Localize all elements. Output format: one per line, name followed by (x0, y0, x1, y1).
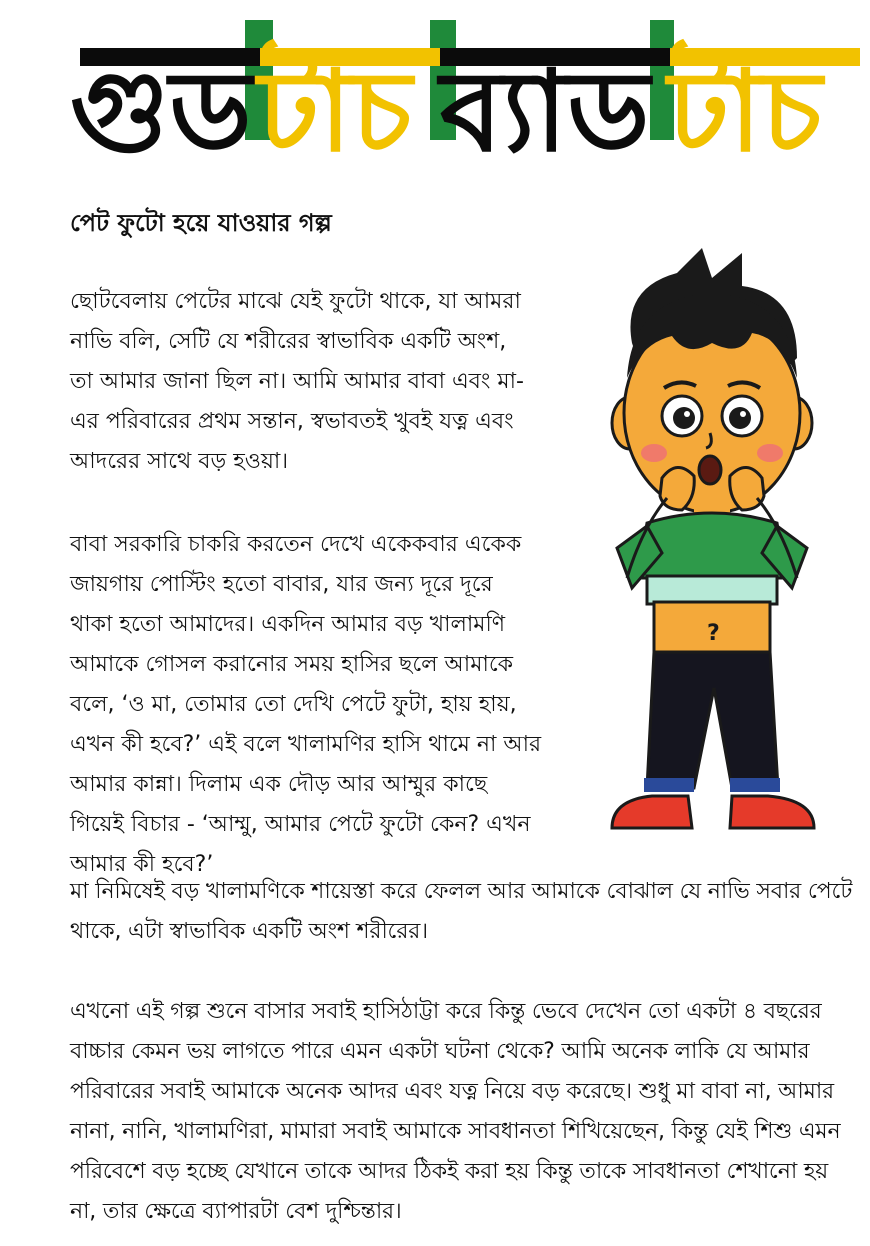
paragraph-3 (70, 872, 853, 952)
paragraph-line: এখন কী হবে?’ এই বলে খালামণির হাসি থামে না আর (70, 732, 542, 757)
story-title: পেট ফুটো হয়ে যাওয়ার গল্প (70, 209, 332, 237)
paragraph-line: বাবা সরকারি চাকরি করতেন দেখে একেকবার একেক (70, 532, 522, 557)
left-hand (660, 467, 694, 510)
logo-graphic (40, 10, 870, 180)
right-shoe (730, 796, 814, 828)
pants (647, 652, 778, 788)
paragraph-line: পরিবারের সবাই আমাকে অনেক আদর এবং যত্ন নিয়ে বড় করেছে। শুধু মা বাবা না, আমার (70, 1079, 834, 1104)
paragraph-line: গিয়েই বিচার - ‘আম্মু, আমার পেটে ফুটো কেন? এখন (70, 812, 531, 837)
paragraph-line: থাকে, এটা স্বাভাবিক একটি অংশ শরীরের। (70, 919, 428, 944)
logo-part-2: টাচ (258, 47, 412, 177)
right-cuff (730, 778, 780, 792)
paragraph-line: এর পরিবারের প্রথম সন্তান, স্বভাবতই খুবই যত্ন এবং (70, 409, 514, 434)
paragraph-line: আমার কী হবে?’ (70, 852, 214, 877)
paragraph-line: না, তার ক্ষেত্রে ব্যাপারটা বেশ দুশ্চিন্তার। (70, 1199, 402, 1224)
paragraph-line: থাকা হতো আমাদের। একদিন আমার বড় খালামণি (70, 612, 506, 637)
paragraph-1 (70, 282, 550, 482)
paragraph-4 (70, 992, 840, 1232)
right-hand (730, 467, 764, 510)
left-shoe (612, 796, 692, 828)
paragraph-line: ছোটবেলায় পেটের মাঝে যেই ফুটো থাকে, যা আমরা (70, 289, 521, 314)
header-logo (40, 10, 870, 180)
logo-part-1: গুড (70, 47, 252, 177)
paragraph-line: মা নিমিষেই বড় খালামণিকে শায়েস্তা করে ফেলল আর আমাকে বোঝাল যে নাভি সবার পেটে (70, 879, 853, 904)
paragraph-line: পরিবেশে বড় হচ্ছে যেখানে তাকে আদর ঠিকই করা হয় কিন্তু তাকে সাবধানতা শেখানো হয় (70, 1159, 828, 1184)
left-cheek (641, 444, 667, 462)
paragraph-line: আমার কান্না। দিলাম এক দৌড় আর আম্মুর কাছে (70, 772, 488, 797)
left-cuff (644, 778, 694, 792)
paragraph-line: বলে, ‘ও মা, তোমার তো দেখি পেটে ফুটা, হায় হায়, (70, 692, 517, 717)
paragraph-line: নানা, নানি, খালামণিরা, মামারা সবাই আমাকে সাবধানতা শিখিয়েছেন, কিন্তু যেই শিশু এমন (70, 1119, 841, 1144)
shirt-stripe (647, 576, 777, 604)
surprised-boy-illustration (592, 248, 832, 860)
right-cheek (757, 444, 783, 462)
belly-question-mark: ? (707, 621, 720, 646)
paragraph-line: আদরের সাথে বড় হওয়া। (70, 449, 289, 474)
paragraph-line: নাভি বলি, সেটি যে শরীরের স্বাভাবিক একটি অংশ, (70, 329, 507, 354)
paragraph-2 (70, 525, 550, 885)
paragraph-line: বাচ্চার কেমন ভয় লাগতে পারে এমন একটা ঘটনা থেকে? আমি অনেক লাকি যে আমার (70, 1039, 810, 1064)
boy-graphic (592, 248, 832, 860)
paragraph-line: তা আমার জানা ছিল না। আমি আমার বাবা এবং মা- (70, 369, 524, 394)
paragraph-line: জায়গায় পোস্টিং হতো বাবার, যার জন্য দূরে দূরে (70, 572, 493, 597)
logo-part-4: টাচ (668, 47, 822, 177)
open-mouth (699, 456, 721, 484)
logo-part-3: ব্যাড (440, 47, 650, 177)
paragraph-line: এখনো এই গল্প শুনে বাসার সবাই হাসিঠাট্টা করে কিন্তু ভেবে দেখেন তো একটা ৪ বছরের (70, 999, 822, 1024)
paragraph-line: আমাকে গোসল করানোর সময় হাসির ছলে আমাকে (70, 652, 514, 677)
